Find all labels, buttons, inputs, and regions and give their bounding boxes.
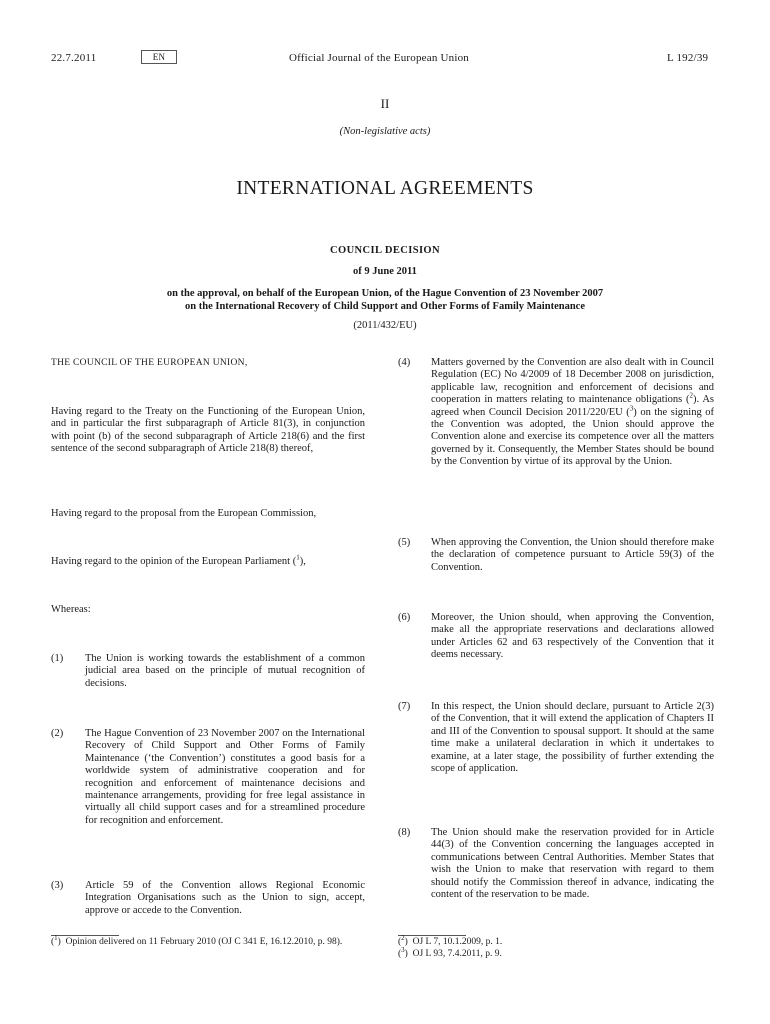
decision-subject-line-2: on the International Recovery of Child Support and Other Forms of Family Maintenance <box>185 300 585 312</box>
language-badge: EN <box>141 50 177 64</box>
footnote-ref-3: 3 <box>629 404 634 413</box>
decision-subject <box>0 288 770 313</box>
recital-number: (4) <box>398 357 411 368</box>
footnote-2: ($^2$) OJ L 7, 10.1.2009, p. 1. <box>398 933 503 947</box>
recital-text: The Union should make the reservation provided for in Article 44(3) of the Convention concerning the languages accepted in communications between Central Authorities. Member States that wish the Union to make that reservation with regard to them should notify the Commission thereof in advance, indicating the content of the reservation to be made. <box>431 827 714 901</box>
recital-4-text-c: ) on the signing of the Convention was adopted, the Union should approve the Convention alone and exercise its competence over all the matters governed by it. Consequently, the Member States should be bound by the Convention by virtue of its approval by the Union. <box>431 406 715 468</box>
recital-text: In this respect, the Union should declare, pursuant to Article 2(3) of the Convention, that it will extend the application of Chapters II and III of the Convention to spousal support. It should at the same time make a unilateral declaration in which it undertakes to examine, at a later stage, the possibility of further extending the scope of application. <box>431 701 714 775</box>
preamble-treaty: Having regard to the Treaty on the Functioning of the European Union, and in particular the first subparagraph of Article 81(3), in conjunction with point (b) of the second subparagraph of Article 218(6) and the first sentence of the second subparagraph of Article 218(8) thereof, <box>51 406 365 455</box>
recital-text: When approving the Convention, the Union should therefore make the declaration of competence pursuant to Article 59(3) of the Convention. <box>431 537 714 573</box>
recital-text: The Union is working towards the establishment of a common judicial area based on the principle of mutual recognition of decisions. <box>85 653 365 689</box>
footnote-1-ref: 1 <box>54 933 58 942</box>
whereas-label: Whereas: <box>51 604 91 615</box>
recital-4-text-b: ). As agreed when Council Decision 2011/220/EU ( <box>431 394 715 418</box>
footnote-ref-2: 2 <box>689 391 694 400</box>
page-reference: L 192/39 <box>667 52 709 64</box>
recital-number: (6) <box>398 612 411 623</box>
footnote-ref-1: 1 <box>296 553 300 562</box>
recital-number: (1) <box>51 653 64 664</box>
recital-text: The Hague Convention of 23 November 2007 on the International Recovery of Child Support and Other Forms of Family Maintenance (‘the Convention’) constitutes a good basis for a worldwide system of administrative cooperation and for recognition and enforcement of maintenance decisions and maintenance arrangements, providing for free legal assistance in virtually all child support cases and for a streamlined procedure for recognition and enforcement. <box>85 728 365 826</box>
section-title: INTERNATIONAL AGREEMENTS <box>236 178 534 199</box>
decision-number: (2011/432/EU) <box>353 320 417 331</box>
council-statement: THE COUNCIL OF THE EUROPEAN UNION, <box>51 358 248 368</box>
footnote-3-ref: 3 <box>401 945 405 954</box>
recital-text <box>431 357 714 469</box>
non-legislative-label: (Non-legislative acts) <box>339 126 431 137</box>
header-date: 22.7.2011 <box>51 52 97 64</box>
footnote-divider-right <box>398 935 466 936</box>
recital-number: (2) <box>51 728 64 739</box>
decision-subject-line-1: on the approval, on behalf of the European Union, of the Hague Convention of 23 November 2007 <box>166 288 604 299</box>
recital-text: Moreover, the Union should, when approving the Convention, make all the appropriate reservations and declarations allowed under Articles 62 and 63 respectively of the Convention that it deems necessary. <box>431 612 714 661</box>
journal-title: Official Journal of the European Union <box>289 52 469 64</box>
footnote-divider-left <box>51 935 119 936</box>
recital-number: (7) <box>398 701 411 712</box>
decision-type: COUNCIL DECISION <box>330 245 440 256</box>
footnote-1: ($^1$) Opinion delivered on 11 February 2010 (OJ C 341 E, 16.12.2010, p. 98). <box>51 933 343 947</box>
footnote-3: ($^3$) OJ L 93, 7.4.2011, p. 9. <box>398 945 502 959</box>
footnote-3-text: OJ L 93, 7.4.2011, p. 9. <box>412 949 502 959</box>
preamble-opinion-end: ), <box>299 556 306 567</box>
footnote-2-ref: 2 <box>401 933 405 942</box>
recital-number: (8) <box>398 827 411 838</box>
preamble-opinion <box>51 553 365 568</box>
preamble-proposal: Having regard to the proposal from the European Commission, <box>51 508 317 519</box>
recital-number: (5) <box>398 537 411 548</box>
preamble-opinion-text: Having regard to the opinion of the European Parliament ( <box>51 556 297 567</box>
recital-number: (3) <box>51 880 64 891</box>
recital-4-text-a: Matters governed by the Convention are also dealt with in Council Regulation (EC) No 4/2009 of 18 December 2008 on jurisdiction, applicable law, recognition and enforcement of decisions and cooperation in matters relating to maintenance obligations ( <box>431 357 714 406</box>
part-number: II <box>380 96 390 111</box>
decision-date: of 9 June 2011 <box>353 266 417 277</box>
recital-text: Article 59 of the Convention allows Regional Economic Integration Organisations such as the Union to sign, accept, approve or accede to the Convention. <box>85 880 365 916</box>
footnote-1-text: Opinion delivered on 11 February 2010 (OJ C 341 E, 16.12.2010, p. 98). <box>65 937 343 947</box>
footnote-2-text: OJ L 7, 10.1.2009, p. 1. <box>412 937 503 947</box>
